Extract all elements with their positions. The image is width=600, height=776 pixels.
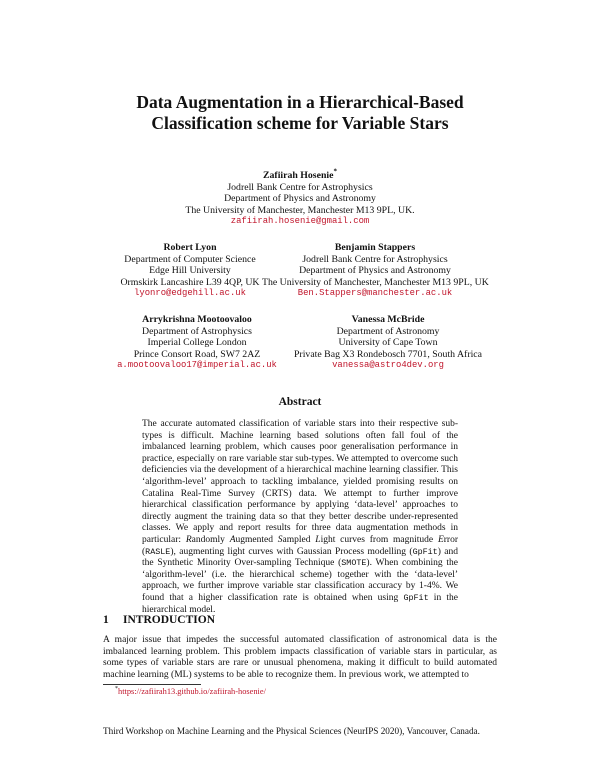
title-line: Data Augmentation in a Hierarchical-Based <box>136 92 464 112</box>
author-block <box>262 242 488 300</box>
footnote-link[interactable]: https://zafiirah13.github.io/zafiirah-hosenie/ <box>118 687 266 696</box>
affiliation-line: University of Cape Town <box>338 337 438 349</box>
section-number: 1 <box>103 614 109 626</box>
section-title: INTRODUCTION <box>123 614 216 626</box>
affiliation-line: Department of Physics and Astronomy <box>224 193 376 205</box>
author-email[interactable]: vanessa@astro4dev.org <box>332 360 444 371</box>
affiliation-line: Prince Consort Road, SW7 2AZ <box>133 348 261 360</box>
affiliation-line: Department of Astronomy <box>336 325 440 337</box>
affiliation-line: Jodrell Bank Centre for Astrophysics <box>302 253 448 265</box>
author-email[interactable]: a.mootoovaloo17@imperial.ac.uk <box>117 360 277 371</box>
author-name: Benjamin Stappers <box>334 242 416 253</box>
author-name: Vanessa McBride <box>351 314 425 325</box>
conference-note: Third Workshop on Machine Learning and the Physical Sciences (NeurIPS 2020), Vancouver, Canada. <box>103 726 480 736</box>
author-name: Arrykrishna Mootoovaloo <box>142 314 252 325</box>
author-block <box>288 314 488 372</box>
author-block <box>112 314 282 372</box>
affiliation-line: Imperial College London <box>147 337 247 349</box>
affiliation-line: Department of Physics and Astronomy <box>299 265 451 277</box>
abstract-body <box>142 419 458 616</box>
footnote-divider <box>103 684 201 685</box>
affiliation-line: Edge Hill University <box>149 265 231 277</box>
affiliation-line: Ormskirk Lancashire L39 4QP, UK <box>120 276 260 288</box>
footnote <box>115 687 266 696</box>
author-name: Zafiirah Hosenie* <box>263 167 337 181</box>
affiliation-line: Private Bag X3 Rondebosch 7701, South Africa <box>293 348 483 360</box>
author-name: Robert Lyon <box>163 242 217 253</box>
affiliation-line: The University of Manchester, Manchester M13 9PL, UK <box>262 276 489 288</box>
paper-title <box>60 92 540 134</box>
lead-author-block <box>100 167 500 228</box>
title-line: Classification scheme for Variable Stars <box>151 113 449 133</box>
section-heading <box>103 614 503 626</box>
author-email[interactable]: Ben.Stappers@manchester.ac.uk <box>297 288 453 299</box>
abstract-heading: Abstract <box>278 396 322 408</box>
author-email[interactable]: zafiirah.hosenie@gmail.com <box>230 216 370 227</box>
affiliation-line: Department of Computer Science <box>124 253 256 265</box>
footnote-mark: * <box>115 686 118 693</box>
affiliation-line: Department of Astrophysics <box>142 325 252 337</box>
affiliation-line: Jodrell Bank Centre for Astrophysics <box>227 181 373 193</box>
intro-paragraph: A major issue that impedes the successful automated classification of astronomical data is the imbalanced learning problem. This problem impacts classification of variable stars in particular, as some types of variable stars are rare or unusual phenomena, making it difficult to build automated machine learning (ML) systems to be able to recognize them. In previous work, we attempted to <box>103 635 497 680</box>
author-block <box>100 242 280 300</box>
abstract-paragraph: The accurate automated classification of variable stars into their respective sub-types is difficult. Machine learning based solutions often fall foul of the imbalanced learning problem, which causes poor generalisation performance in practice, especially on rare variable star sub-types. We attempted to overcome such deficiencies via the development of a hierarchical machine learning classifier. This ‘algorithm-level’ approach to tackling imbalance, yielded promising results on Catalina Real-Time Survey (CRTS) data. We attempt to further improve hierarchical classification performance by applying ‘data-level’ approaches to directly augment the training data so that they better describe under-represented classes. We apply and report results for three data augmentation methods in particular: Randomly Augmented Sampled Light curves from magnitude Error (RASLE), augmenting light curves with Gaussian Process modelling (GpFit) and the Synthetic Minority Over-sampling Technique (SMOTE). When combining the ‘algorithm-level’ (i.e. the hierarchical scheme) together with the ‘data-level’ approach, we further improve variable star classification accuracy by 1-4%. We found that a higher classification rate is obtained when using GpFit in the hierarchical model. <box>142 419 459 615</box>
affiliation-line: The University of Manchester, Manchester M13 9PL, UK. <box>185 204 415 216</box>
author-email[interactable]: lyonro@edgehill.ac.uk <box>134 288 246 299</box>
